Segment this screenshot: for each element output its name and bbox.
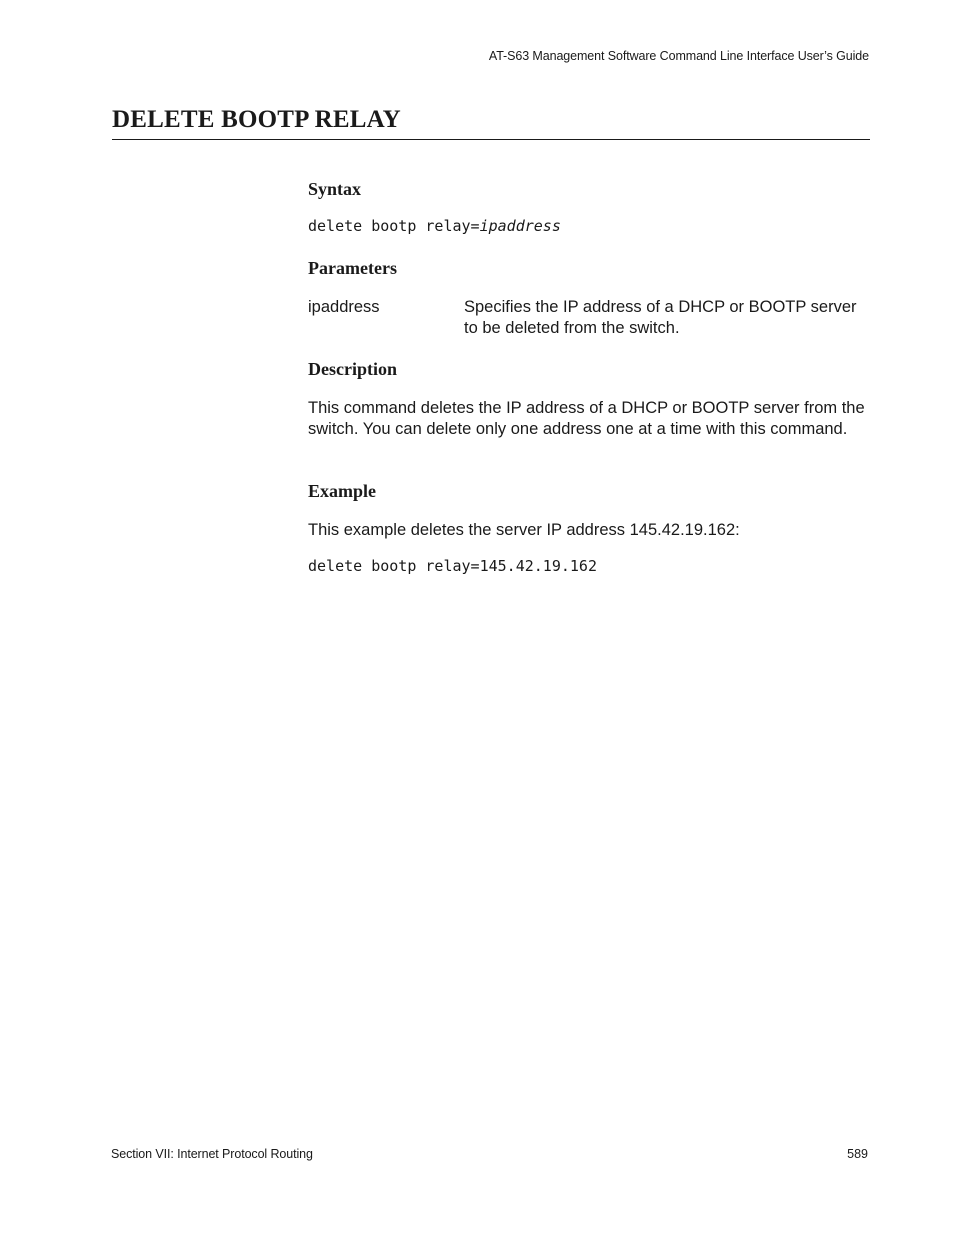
parameter-name: ipaddress	[308, 298, 380, 316]
description-text: This command deletes the IP address of a DHCP or BOOTP server from the switch. You can delete only one address one at a time with this command.	[308, 399, 865, 438]
footer-section: Section VII: Internet Protocol Routing	[111, 1147, 313, 1161]
syntax-command-prefix: delete bootp relay=	[308, 217, 480, 235]
parameter-description: Specifies the IP address of a DHCP or BOOTP server to be deleted from the switch.	[464, 298, 857, 337]
example-command: delete bootp relay=145.42.19.162	[308, 557, 597, 575]
footer-page-number: 589	[847, 1147, 868, 1161]
title-rule	[112, 139, 870, 140]
example-text: This example deletes the server IP address 145.42.19.162:	[308, 521, 740, 539]
example-heading: Example	[308, 481, 377, 501]
syntax-command	[308, 217, 561, 235]
description-heading: Description	[308, 359, 397, 379]
page-title: DELETE BOOTP RELAY	[112, 106, 401, 133]
parameters-heading: Parameters	[308, 258, 397, 278]
syntax-command-param: ipaddress	[479, 217, 561, 235]
running-header: AT-S63 Management Software Command Line Interface User’s Guide	[488, 49, 869, 63]
syntax-heading: Syntax	[308, 179, 362, 199]
